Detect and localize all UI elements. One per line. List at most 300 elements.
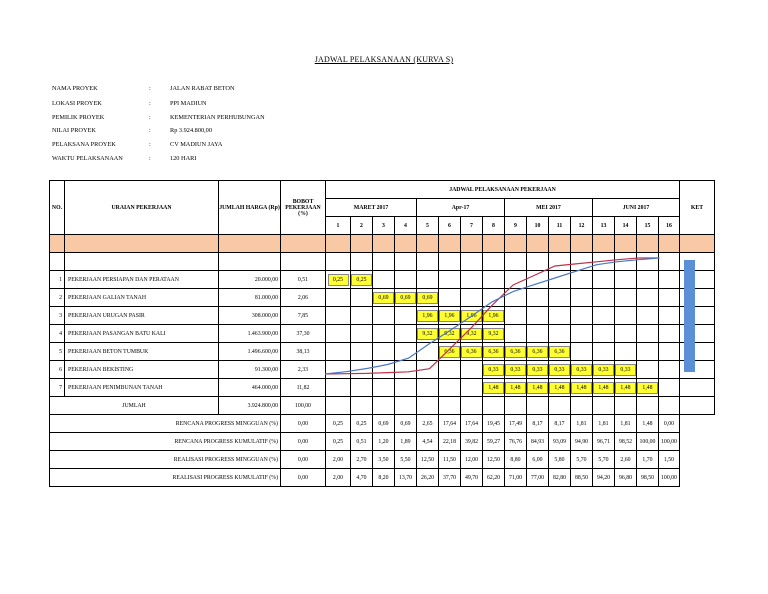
week-cell [351,307,373,325]
project-info-colon: : [149,114,151,121]
week-cell [483,289,505,307]
week-cell [417,307,439,325]
band-cell [659,235,680,253]
progress-value: 76,76 [505,433,527,451]
header-week: 10 [527,217,549,235]
gap-cell [571,253,593,271]
progress-value: 94,90 [571,433,593,451]
progress-base: 0,00 [281,433,326,451]
week-cell [439,271,461,289]
gap-cell [50,253,65,271]
table-row [50,271,715,289]
progress-value: 100,00 [659,433,680,451]
row-bobot: 38,13 [281,343,326,361]
progress-value: 2,70 [351,451,373,469]
total-week [373,397,395,415]
week-cell [326,271,351,289]
project-info-label: PEMILIK PROYEK [52,114,105,121]
progress-value: 11,50 [439,451,461,469]
project-info-value: 120 HARI [170,155,197,162]
week-cell [527,361,549,379]
week-cell [351,379,373,397]
week-cell [659,271,680,289]
row-bobot: 37,30 [281,325,326,343]
project-info-value: Rp 3.924.800,00 [170,127,212,134]
week-value: 1,48 [615,382,636,394]
progress-value: 96,71 [593,433,615,451]
table-row [50,289,715,307]
band-cell [326,235,351,253]
week-cell [571,271,593,289]
week-cell [593,343,615,361]
gap-cell [395,253,417,271]
header-month: MARET 2017 [326,199,417,217]
project-info-colon: : [149,141,151,148]
progress-value: 1,48 [637,415,659,433]
total-week [417,397,439,415]
week-value: 1,48 [593,382,614,394]
total-week [593,397,615,415]
week-cell [659,343,680,361]
progress-value: 84,93 [527,433,549,451]
progress-value: 1,81 [615,415,637,433]
week-cell [549,361,571,379]
row-jumlah: 464.000,00 [219,379,281,397]
week-cell [527,289,549,307]
week-cell [461,271,483,289]
progress-row [50,451,715,469]
header-week: 13 [593,217,615,235]
week-cell [615,289,637,307]
week-cell [637,343,659,361]
week-cell [527,307,549,325]
row-no: 3 [50,307,65,325]
gap-cell [373,253,395,271]
week-cell [549,307,571,325]
table-row [50,325,715,343]
document-title: JADWAL PELAKSANAAN (KURVA S) [314,55,454,64]
week-cell [571,325,593,343]
week-value: 0,69 [373,292,394,304]
total-ket [680,397,715,415]
gap-cell [549,253,571,271]
week-value: 0,69 [417,292,438,304]
progress-value: 0,25 [326,415,351,433]
project-info-colon: : [149,127,151,134]
week-cell [615,271,637,289]
week-cell [326,343,351,361]
week-cell [373,361,395,379]
header-week: 16 [659,217,680,235]
progress-value: 1,20 [373,433,395,451]
week-value: 0,69 [395,292,416,304]
progress-value: 1,81 [593,415,615,433]
progress-value: 5,70 [571,451,593,469]
band-cell [373,235,395,253]
progress-value: 93,09 [549,433,571,451]
week-value: 1,48 [483,382,504,394]
progress-value: 0,51 [351,433,373,451]
progress-value: 12,00 [461,451,483,469]
week-cell [326,289,351,307]
row-no: 7 [50,379,65,397]
total-jumlah: 3.924.800,00 [219,397,281,415]
header-jumlah: JUMLAH HARGA (Rp) [219,181,281,235]
progress-row [50,469,715,487]
week-cell [549,325,571,343]
week-cell [395,379,417,397]
progress-value: 1,81 [571,415,593,433]
week-value: 0,33 [505,364,526,376]
header-bobot: BOBOT PEKERJAAN (%) [281,181,326,235]
progress-value: 22,18 [439,433,461,451]
progress-row [50,433,715,451]
week-cell [373,325,395,343]
band-cell [593,235,615,253]
week-value: 0,33 [615,364,636,376]
week-cell [637,307,659,325]
progress-value: 88,50 [571,469,593,487]
progress-value: 39,82 [461,433,483,451]
week-value: 6,36 [527,346,548,358]
band-cell [637,235,659,253]
week-cell [527,325,549,343]
week-cell [659,307,680,325]
progress-ket [680,415,715,433]
progress-ket [680,433,715,451]
week-cell [461,379,483,397]
project-info-label: WAKTU PELAKSANAAN [52,155,123,162]
progress-base: 0,00 [281,451,326,469]
gap-cell [219,253,281,271]
week-cell [326,325,351,343]
progress-value: 17,64 [439,415,461,433]
week-cell [373,271,395,289]
header-week: 15 [637,217,659,235]
progress-value: 2,00 [326,451,351,469]
gap-cell [659,253,680,271]
progress-label: RENCANA PROGRESS MINGGUAN (%) [50,415,281,433]
band-cell [680,235,715,253]
progress-value: 96,80 [615,469,637,487]
week-value: 1,96 [483,310,504,322]
week-value: 1,48 [637,382,658,394]
band-cell [439,235,461,253]
header-week: 5 [417,217,439,235]
header-week: 4 [395,217,417,235]
progress-value: 5,80 [549,451,571,469]
gap-cell [65,253,219,271]
row-bobot: 11,82 [281,379,326,397]
total-week [659,397,680,415]
row-jumlah: 81.000,00 [219,289,281,307]
gap-cell [351,253,373,271]
header-jadwal: JADWAL PELAKSANAAN PEKERJAAN [326,181,680,199]
week-value: 0,33 [527,364,548,376]
progress-label: REALISASI PROGRESS KUMULATIF (%) [50,469,281,487]
band-cell [65,235,219,253]
total-label: JUMLAH [50,397,219,415]
week-cell [659,379,680,397]
week-value: 1,96 [439,310,460,322]
week-cell [527,379,549,397]
week-cell [615,325,637,343]
gap-cell [593,253,615,271]
week-cell [483,307,505,325]
row-bobot: 2,06 [281,289,326,307]
progress-value: 8,17 [549,415,571,433]
week-cell [439,307,461,325]
progress-base: 0,00 [281,415,326,433]
progress-value: 19,45 [483,415,505,433]
week-cell [439,325,461,343]
week-cell [417,325,439,343]
week-cell [593,361,615,379]
header-uraian: URAIAN PEKERJAAN [65,181,219,235]
row-name: PEKERJAAN BEKISTING [65,361,219,379]
progress-value: 8,80 [505,451,527,469]
progress-value: 5,50 [395,451,417,469]
row-no: 1 [50,271,65,289]
band-cell [50,235,65,253]
total-week [637,397,659,415]
header-week: 2 [351,217,373,235]
week-value: 0,33 [593,364,614,376]
band-cell [461,235,483,253]
week-cell [593,289,615,307]
week-value: 0,25 [351,274,372,286]
row-name: PEKERJAAN URUGAN PASIR [65,307,219,325]
progress-value: 26,20 [417,469,439,487]
progress-value: 8,17 [527,415,549,433]
header-week: 1 [326,217,351,235]
row-jumlah: 1.496.600,00 [219,343,281,361]
total-week [395,397,417,415]
week-value: 9,32 [439,328,460,340]
week-cell [417,271,439,289]
week-cell [395,325,417,343]
week-cell [549,379,571,397]
progress-value: 71,00 [505,469,527,487]
week-cell [505,379,527,397]
header-month: MEI 2017 [505,199,593,217]
progress-label: RENCANA PROGRESS KUMULATIF (%) [50,433,281,451]
header-week: 14 [615,217,637,235]
gap-cell [281,253,326,271]
week-cell [527,271,549,289]
week-value: 9,32 [483,328,504,340]
table-row [50,379,715,397]
week-cell [395,361,417,379]
gap-cell [615,253,637,271]
week-cell [549,289,571,307]
week-value: 1,48 [549,382,570,394]
total-week [527,397,549,415]
row-bobot: 7,85 [281,307,326,325]
week-cell [483,271,505,289]
project-info-value: KEMENTERIAN PERHUBUNGAN [170,114,265,121]
week-cell [637,379,659,397]
row-no: 4 [50,325,65,343]
week-cell [615,379,637,397]
week-cell [549,271,571,289]
week-cell [571,307,593,325]
total-week [439,397,461,415]
progress-value: 37,70 [439,469,461,487]
week-cell [373,307,395,325]
progress-value: 5,70 [593,451,615,469]
band-cell [615,235,637,253]
gap-cell [505,253,527,271]
week-cell [483,325,505,343]
band-cell [219,235,281,253]
week-cell [461,307,483,325]
table-row [50,361,715,379]
band-cell [395,235,417,253]
week-value: 6,36 [549,346,570,358]
progress-value: 0,25 [351,415,373,433]
header-week: 7 [461,217,483,235]
progress-value: 94,20 [593,469,615,487]
band-cell [505,235,527,253]
row-jumlah: 20.000,00 [219,271,281,289]
week-value: 1,96 [417,310,438,322]
week-cell [461,325,483,343]
progress-value: 12,50 [483,451,505,469]
week-value: 6,36 [439,346,460,358]
gap-cell [637,253,659,271]
header-ket: KET [680,181,715,235]
header-week: 9 [505,217,527,235]
week-cell [637,271,659,289]
week-cell [351,289,373,307]
progress-value: 17,49 [505,415,527,433]
week-value: 1,48 [571,382,592,394]
week-cell [483,343,505,361]
header-month: Apr-17 [417,199,505,217]
progress-value: 98,50 [637,469,659,487]
header-week: 11 [549,217,571,235]
week-value: 1,48 [527,382,548,394]
project-info-colon: : [149,155,151,162]
progress-value: 8,20 [373,469,395,487]
project-info-label: LOKASI PROYEK [52,100,102,107]
row-no: 6 [50,361,65,379]
total-week [571,397,593,415]
progress-value: 0,69 [395,415,417,433]
progress-value: 49,70 [461,469,483,487]
progress-ket [680,469,715,487]
week-cell [659,289,680,307]
schedule-table [49,180,715,487]
total-week [549,397,571,415]
week-value: 0,33 [571,364,592,376]
week-cell [505,289,527,307]
week-cell [395,271,417,289]
header-week: 6 [439,217,461,235]
progress-value: 59,27 [483,433,505,451]
week-cell [439,343,461,361]
total-week [615,397,637,415]
band-cell [571,235,593,253]
week-cell [637,361,659,379]
week-cell [439,361,461,379]
row-name: PEKERJAAN PASANGAN BATU KALI [65,325,219,343]
week-cell [615,343,637,361]
week-cell [326,361,351,379]
row-name: PEKERJAAN GALIAN TANAH [65,289,219,307]
header-week: 12 [571,217,593,235]
week-cell [395,343,417,361]
gap-cell [461,253,483,271]
week-cell [527,343,549,361]
progress-row [50,415,715,433]
progress-value: 100,00 [659,469,680,487]
band-cell [549,235,571,253]
total-week [483,397,505,415]
progress-value: 0,25 [326,433,351,451]
progress-value: 0,00 [659,415,680,433]
gap-cell [417,253,439,271]
row-jumlah: 91.300,00 [219,361,281,379]
week-cell [417,361,439,379]
week-cell [505,271,527,289]
week-value: 9,32 [461,328,482,340]
week-cell [571,379,593,397]
project-info-colon: : [149,85,151,92]
band-cell [281,235,326,253]
row-name: PEKERJAAN PENIMBUNAN TANAH [65,379,219,397]
week-cell [417,289,439,307]
week-value: 6,36 [461,346,482,358]
week-cell [351,343,373,361]
week-cell [593,379,615,397]
week-cell [439,379,461,397]
gap-cell [527,253,549,271]
week-value: 0,33 [483,364,504,376]
week-cell [549,343,571,361]
progress-value: 3,50 [373,451,395,469]
row-bobot: 2,33 [281,361,326,379]
table-row [50,307,715,325]
band-cell [351,235,373,253]
progress-value: 2,00 [326,469,351,487]
week-value: 6,36 [483,346,504,358]
week-cell [593,307,615,325]
header-month: JUNI 2017 [593,199,680,217]
week-cell [351,361,373,379]
project-info-label: NAMA PROYEK [52,85,98,92]
week-cell [395,289,417,307]
total-bobot: 100,00 [281,397,326,415]
band-cell [417,235,439,253]
week-cell [505,361,527,379]
week-cell [505,325,527,343]
progress-value: 4,70 [351,469,373,487]
band-cell [483,235,505,253]
project-info-value: JALAN RABAT BETON [170,85,235,92]
week-cell [593,271,615,289]
progress-ket [680,451,715,469]
row-no: 5 [50,343,65,361]
progress-value: 4,54 [417,433,439,451]
week-cell [571,343,593,361]
progress-base: 0,00 [281,469,326,487]
week-cell [483,361,505,379]
week-cell [571,361,593,379]
week-cell [373,379,395,397]
week-cell [461,343,483,361]
